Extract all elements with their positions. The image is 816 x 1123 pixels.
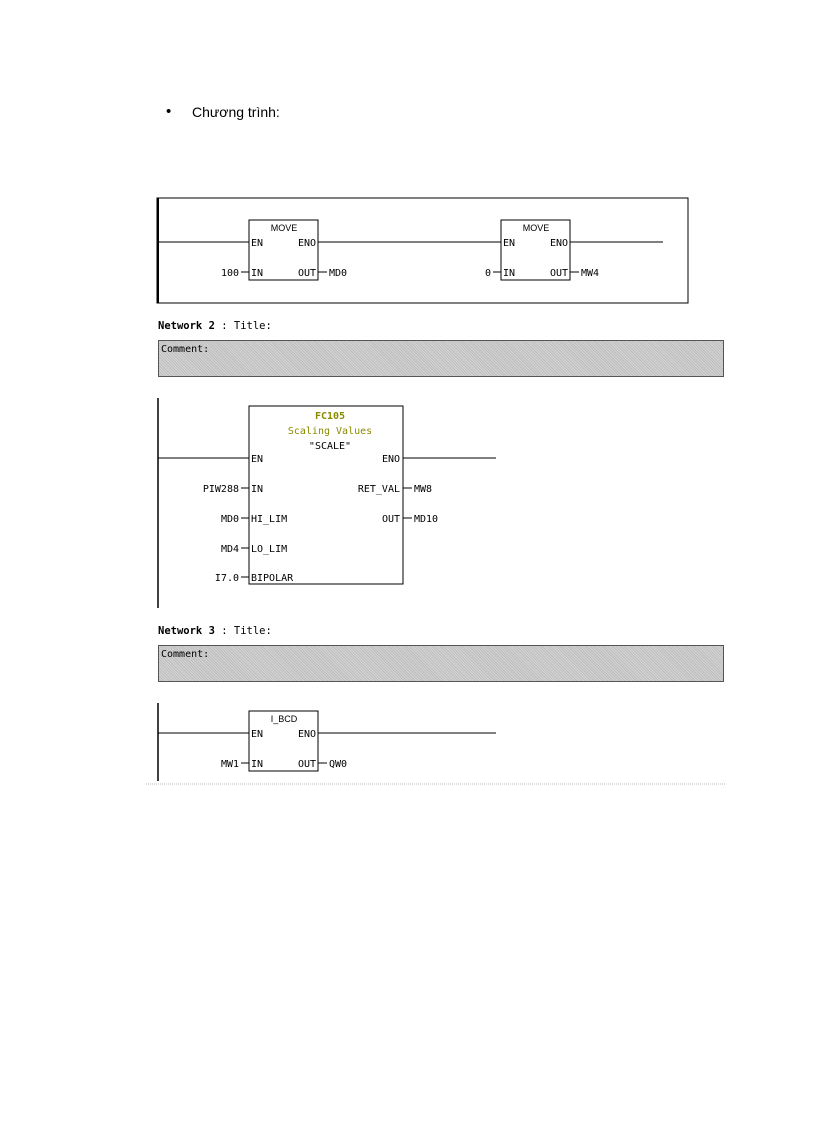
output-operand: MW4 (581, 268, 600, 279)
pin-hi-lim: HI_LIM (251, 514, 288, 525)
pin-in: IN (503, 268, 516, 279)
comment-label: Comment: (161, 344, 210, 355)
network1-diagram (0, 0, 816, 320)
network-label: Network 3 (158, 625, 215, 637)
input-operand: PIW288 (202, 484, 239, 495)
pin-out: OUT (381, 514, 400, 525)
block-title: MOVE (270, 223, 298, 233)
pin-out: OUT (549, 268, 568, 279)
pin-en: EN (503, 238, 516, 249)
network-title: : Title: (221, 320, 272, 332)
network2-diagram (0, 390, 816, 615)
pin-eno: ENO (381, 454, 400, 465)
network3-comment-box[interactable] (158, 645, 724, 682)
pin-lo-lim: LO_LIM (251, 544, 288, 555)
network-label: Network 2 (158, 320, 215, 332)
network3-header (158, 625, 272, 637)
network1-frame (157, 198, 688, 303)
input-operand: I7.0 (214, 573, 239, 584)
network2-comment-box[interactable] (158, 340, 724, 377)
block-symbol: "SCALE" (308, 441, 352, 452)
pin-en: EN (251, 454, 264, 465)
network3-diagram (0, 695, 816, 790)
network-title: : Title: (221, 625, 272, 637)
input-operand: 100 (220, 268, 239, 279)
pin-in: IN (251, 759, 264, 770)
bullet-icon: • (166, 103, 172, 120)
pin-out: OUT (297, 759, 316, 770)
comment-label: Comment: (161, 649, 210, 660)
block-title: MOVE (522, 223, 550, 233)
pin-en: EN (251, 729, 264, 740)
output-operand: MW8 (414, 484, 433, 495)
network2-header (158, 320, 272, 332)
pin-out: OUT (297, 268, 316, 279)
block-name: FC105 (314, 411, 346, 422)
pin-eno: ENO (297, 238, 316, 249)
input-operand: 0 (484, 268, 491, 279)
input-operand: MD4 (220, 544, 239, 555)
pin-eno: ENO (297, 729, 316, 740)
output-operand: MD0 (329, 268, 348, 279)
pin-eno: ENO (549, 238, 568, 249)
pin-in: IN (251, 484, 264, 495)
input-operand: MD0 (220, 514, 239, 525)
pin-bipolar: BIPOLAR (251, 573, 294, 584)
block-description: Scaling Values (287, 426, 373, 437)
block-title: I_BCD (270, 714, 298, 724)
section-heading: Chương trình: (192, 104, 280, 120)
pin-in: IN (251, 268, 264, 279)
input-operand: MW1 (220, 759, 239, 770)
output-operand: MD10 (414, 514, 439, 525)
output-operand: QW0 (329, 759, 348, 770)
pin-ret-val: RET_VAL (357, 484, 400, 495)
pin-en: EN (251, 238, 264, 249)
